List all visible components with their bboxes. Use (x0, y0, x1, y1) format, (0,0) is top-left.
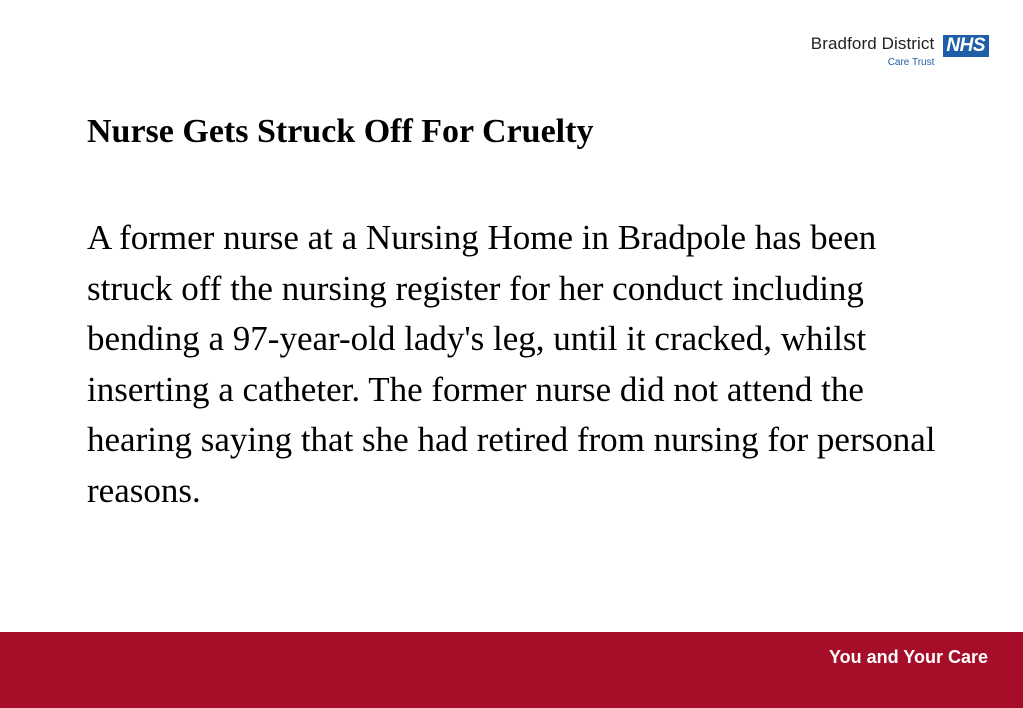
footer-tagline: You and Your Care (828, 647, 988, 667)
logo-text (811, 33, 935, 69)
trust-logo (811, 33, 989, 69)
logo-subtitle: Care Trust (887, 57, 935, 68)
nhs-badge: NHS (943, 35, 989, 57)
slide-body-text: A former nurse at a Nursing Home in Bradpole has been struck off the nursing register for her conduct including bending a 97-year-old lady's leg, until it cracked, whilst inserting a catheter. The former nurse did not attend the hearing saying that she had retired from nursing for personal reasons. (87, 218, 936, 510)
logo-organization-name: Bradford District (810, 34, 935, 53)
footer-bar (0, 632, 1023, 708)
slide-headline: Nurse Gets Struck Off For Cruelty (87, 113, 594, 150)
